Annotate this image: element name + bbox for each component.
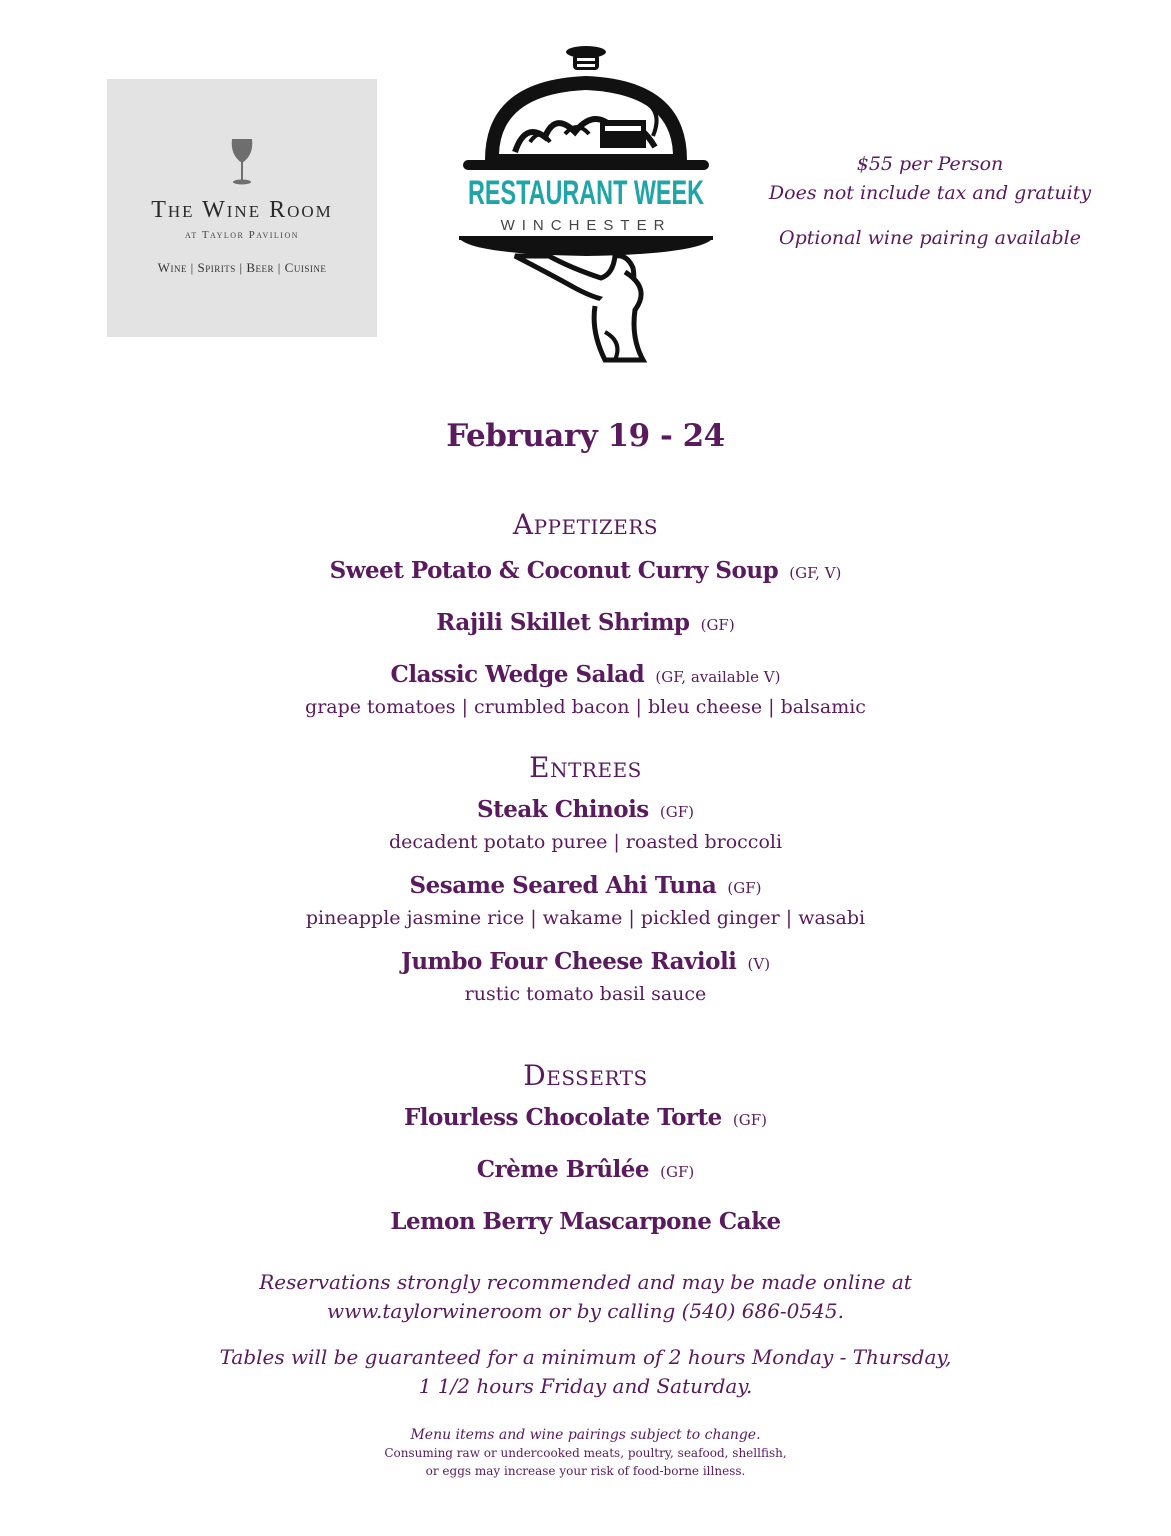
item-name: Sweet Potato & Coconut Curry Soup [329,557,779,584]
tables-note [0,1343,1171,1401]
menu-item [0,659,1171,721]
item-name: Lemon Berry Mascarpone Cake [390,1208,781,1235]
item-tag: (GF, available V) [655,668,781,686]
section-title-appetizers: Appetizers [512,508,659,541]
entrees-section [0,748,1171,1008]
reservations-note [0,1268,1171,1326]
item-name: Classic Wedge Salad [390,661,645,688]
wine-room-tagline: Wine | Spirits | Beer | Cuisine [157,260,327,275]
wine-glass-icon [228,137,256,187]
item-name: Sesame Seared Ahi Tuna [409,872,717,899]
menu-item [0,1206,1171,1240]
item-description: grape tomatoes | crumbled bacon | bleu cheese | balsamic [305,696,866,718]
fine-print-line-2: Consuming raw or undercooked meats, poultry, seafood, shellfish, [384,1446,787,1460]
item-tag: (GF) [727,879,762,897]
item-name: Crème Brûlée [476,1156,650,1183]
item-description: pineapple jasmine rice | wakame | pickled ginger | wasabi [305,907,866,929]
reservations-line-2: www.taylorwineroom or by calling (540) 686-0545. [327,1299,844,1323]
rw-title-text: RESTAURANT WEEK [468,174,705,212]
item-description: decadent potato puree | roasted broccoli [388,831,783,853]
price-per-person: $55 per Person [856,153,1004,175]
wine-pairing-note: Optional wine pairing available [779,227,1081,249]
wine-room-logo [107,79,377,337]
menu-item [0,1154,1171,1188]
item-name: Steak Chinois [477,796,649,823]
menu-item [0,607,1171,641]
menu-item [0,946,1171,1008]
section-title-desserts: Desserts [523,1059,648,1092]
menu-item [0,870,1171,932]
section-title-entrees: Entrees [529,751,642,784]
price-excludes: Does not include tax and gratuity [768,182,1092,204]
tables-line-2: 1 1/2 hours Friday and Saturday. [418,1374,753,1398]
wine-room-name: The Wine Room [151,197,333,223]
item-name: Flourless Chocolate Torte [403,1104,722,1131]
item-tag: (GF) [659,803,694,821]
fine-print [0,1426,1171,1480]
rw-city-text: WINCHESTER [500,217,672,234]
item-tag: (V) [747,955,771,973]
fine-print-line-1: Menu items and wine pairings subject to change. [410,1427,761,1443]
item-tag: (GF) [732,1111,768,1129]
item-tag: (GF) [660,1163,695,1181]
fine-print-line-3: or eggs may increase your risk of food-borne illness. [425,1464,746,1478]
event-dates: February 19 - 24 [446,418,725,454]
item-description: rustic tomato basil sauce [464,983,707,1005]
reservations-line-1: Reservations strongly recommended and may be made online at [259,1270,912,1294]
appetizers-section [0,505,1171,721]
menu-item [0,555,1171,589]
menu-item [0,1102,1171,1136]
restaurant-week-logo [455,42,717,367]
item-tag: (GF, V) [789,564,842,582]
menu-item [0,794,1171,856]
item-name: Jumbo Four Cheese Ravioli [400,948,737,975]
wine-room-sub: at Taylor Pavilion [184,229,300,241]
tables-line-1: Tables will be guaranteed for a minimum of 2 hours Monday - Thursday, [219,1345,952,1369]
desserts-section [0,1056,1171,1240]
item-name: Rajili Skillet Shrimp [436,609,690,636]
item-tag: (GF) [700,616,735,634]
price-info [760,150,1100,253]
